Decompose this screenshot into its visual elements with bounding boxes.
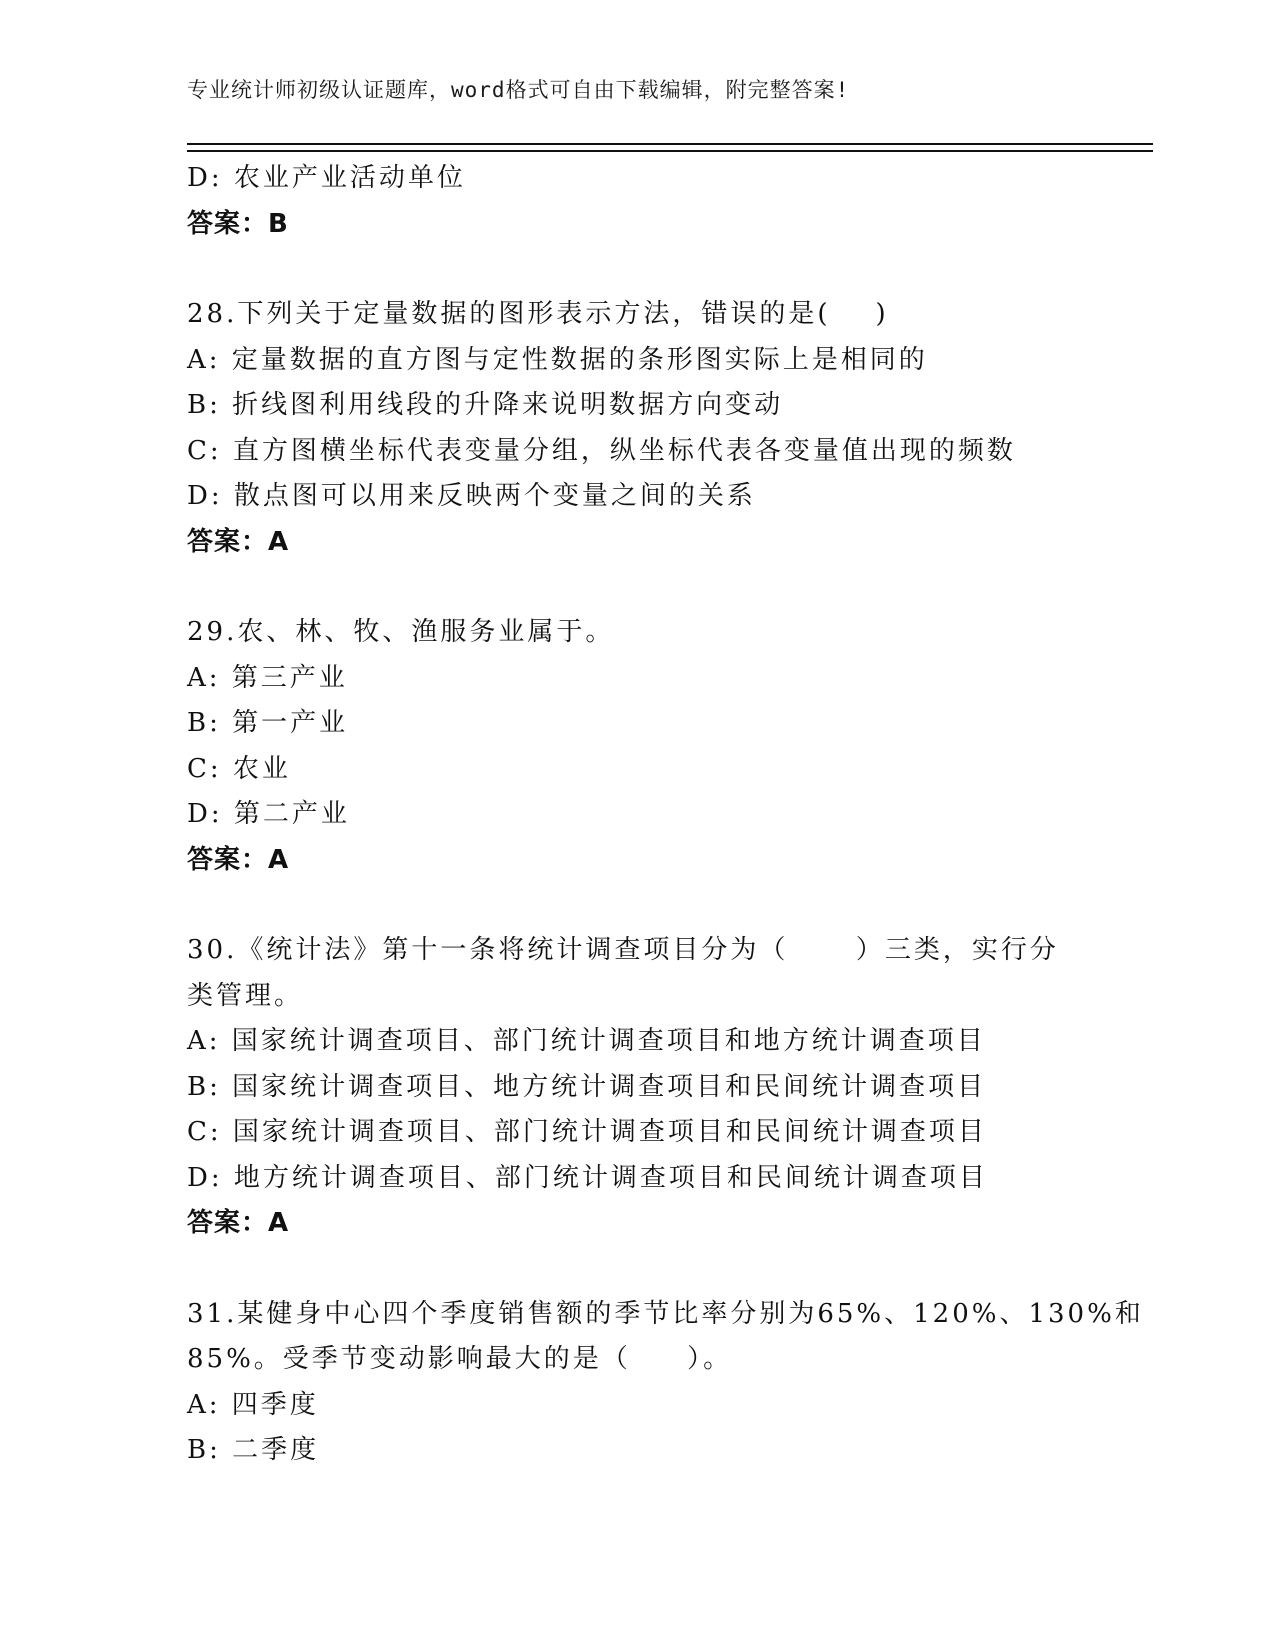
question-stem: 29.农、林、牧、渔服务业属于。 bbox=[187, 617, 615, 647]
question-block bbox=[187, 928, 1087, 1247]
question-option: B: 二季度 bbox=[187, 1435, 320, 1465]
question-stem: 28.下列关于定量数据的图形表示方法，错误的是( ) bbox=[187, 299, 889, 329]
question-option: D: 地方统计调查项目、部门统计调查项目和民间统计调查项目 bbox=[187, 1162, 988, 1193]
question-option: B: 折线图利用线段的升降来说明数据方向变动 bbox=[187, 390, 784, 420]
question-block bbox=[187, 1292, 1144, 1474]
question-stem: 85%。受季节变动影响最大的是（ ）。 bbox=[187, 1344, 733, 1374]
spacer bbox=[187, 247, 1087, 292]
question-option: B: 国家统计调查项目、地方统计调查项目和民间统计调查项目 bbox=[187, 1071, 987, 1102]
document-body bbox=[187, 156, 1144, 1474]
question-list bbox=[187, 292, 1144, 1474]
question-option: B: 第一产业 bbox=[187, 708, 349, 738]
question-option: A: 定量数据的直方图与定性数据的条形图实际上是相同的 bbox=[187, 344, 928, 375]
answer: 答案：B bbox=[187, 208, 289, 239]
question-block bbox=[187, 610, 1087, 883]
question-stem: 类管理。 bbox=[187, 980, 304, 1011]
answer: 答案：A bbox=[187, 1208, 290, 1238]
page-header: 专业统计师初级认证题库，word格式可自由下载编辑，附完整答案! bbox=[187, 78, 850, 102]
spacer bbox=[187, 1247, 1087, 1292]
question-option: C: 直方图横坐标代表变量分组，纵坐标代表各变量值出现的频数 bbox=[187, 435, 1016, 466]
spacer bbox=[187, 565, 1087, 610]
option-d: D: 农业产业活动单位 bbox=[187, 163, 466, 193]
question-stem: 31.某健身中心四个季度销售额的季节比率分别为65%、120%、130%和 bbox=[187, 1298, 1144, 1329]
spacer bbox=[187, 883, 1087, 928]
question-option: D: 第二产业 bbox=[187, 799, 350, 829]
header-rule-top bbox=[187, 143, 1153, 145]
answer: 答案：A bbox=[187, 526, 290, 557]
question-option: D: 散点图可以用来反映两个变量之间的关系 bbox=[187, 481, 756, 511]
answer: 答案：A bbox=[187, 844, 290, 875]
question-option: A: 国家统计调查项目、部门统计调查项目和地方统计调查项目 bbox=[187, 1026, 986, 1056]
question-option: C: 国家统计调查项目、部门统计调查项目和民间统计调查项目 bbox=[187, 1117, 987, 1147]
header-rule-bottom bbox=[187, 150, 1153, 152]
question-block bbox=[187, 292, 1087, 565]
question-option: A: 第三产业 bbox=[187, 662, 348, 693]
question-option: A: 四季度 bbox=[187, 1389, 319, 1420]
question-option: C: 农业 bbox=[187, 753, 291, 784]
question-stem: 30.《统计法》第十一条将统计调查项目分为（ ）三类，实行分 bbox=[187, 935, 1059, 965]
